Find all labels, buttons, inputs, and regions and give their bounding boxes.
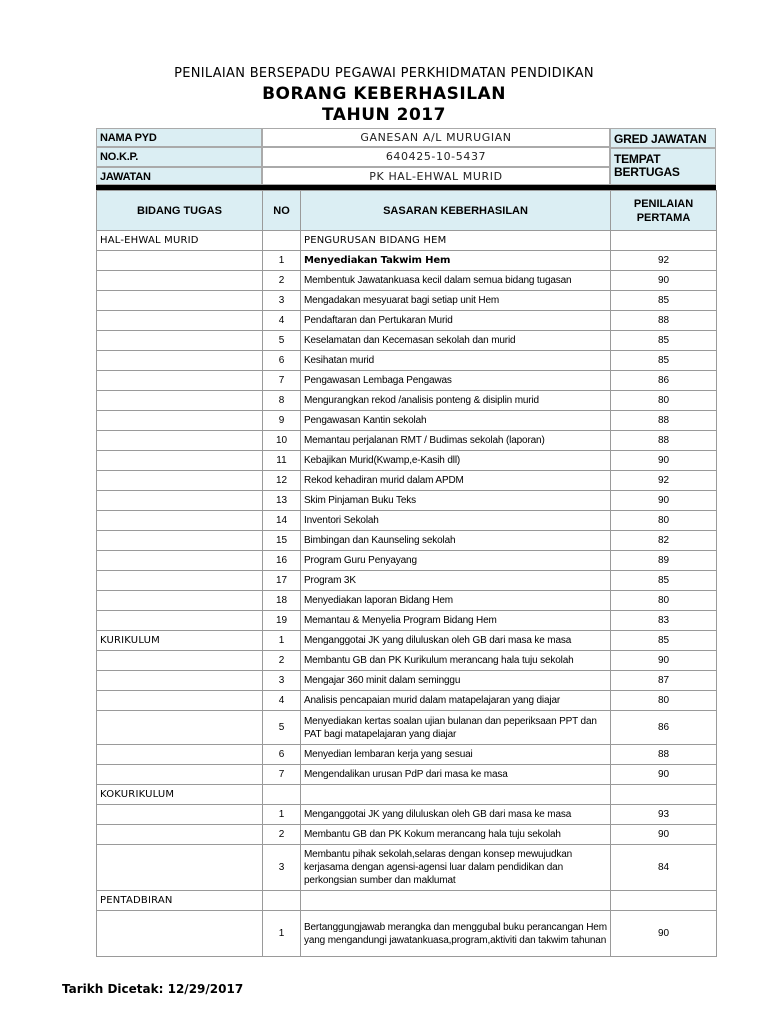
cell-no: 10 xyxy=(263,431,301,451)
cell-sasaran: Inventori Sekolah xyxy=(301,511,611,531)
cell-penilaian: 83 xyxy=(611,611,717,631)
cell-no: 2 xyxy=(263,825,301,845)
cell-sasaran: Bimbingan dan Kaunseling sekolah xyxy=(301,531,611,551)
table-row xyxy=(97,411,717,431)
table-row xyxy=(97,251,717,271)
col-sasaran: SASARAN KEBERHASILAN xyxy=(301,191,611,231)
table-row xyxy=(97,571,717,591)
cell-no: 19 xyxy=(263,611,301,631)
cell-bidang-tugas xyxy=(97,845,263,891)
print-date-value: 12/29/2017 xyxy=(167,982,244,996)
cell-bidang-tugas xyxy=(97,671,263,691)
cell-no: 1 xyxy=(263,251,301,271)
cell-no: 6 xyxy=(263,745,301,765)
cell-sasaran: Skim Pinjaman Buku Teks xyxy=(301,491,611,511)
cell-sasaran: Pendaftaran dan Pertukaran Murid xyxy=(301,311,611,331)
cell-penilaian: 87 xyxy=(611,671,717,691)
cell-sasaran: Menyediakan Takwim Hem xyxy=(301,251,611,271)
cell-bidang-tugas xyxy=(97,291,263,311)
cell-penilaian: 86 xyxy=(611,711,717,745)
cell-sasaran: Memantau perjalanan RMT / Budimas sekolah (laporan) xyxy=(301,431,611,451)
cell-sasaran: Pengawasan Lembaga Pengawas xyxy=(301,371,611,391)
cell-bidang-tugas xyxy=(97,431,263,451)
table-row xyxy=(97,765,717,785)
cell-bidang-tugas xyxy=(97,591,263,611)
cell-bidang-tugas xyxy=(97,745,263,765)
jawatan-value: PK HAL-EHWAL MURID xyxy=(262,167,610,185)
cell-no xyxy=(263,891,301,911)
cell-bidang-tugas xyxy=(97,511,263,531)
table-row xyxy=(97,551,717,571)
table-row xyxy=(97,651,717,671)
table-row xyxy=(97,271,717,291)
cell-sasaran: Menyediakan laporan Bidang Hem xyxy=(301,591,611,611)
cell-sasaran: Membantu GB dan PK Kurikulum merancang hala tuju sekolah xyxy=(301,651,611,671)
cell-bidang-tugas xyxy=(97,371,263,391)
table-header-row xyxy=(97,191,717,231)
cell-penilaian: 85 xyxy=(611,291,717,311)
cell-penilaian: 80 xyxy=(611,391,717,411)
cell-no: 13 xyxy=(263,491,301,511)
cell-sasaran: Analisis pencapaian murid dalam matapelajaran yang diajar xyxy=(301,691,611,711)
gred-label: GRED JAWATAN xyxy=(610,128,716,148)
table-row xyxy=(97,431,717,451)
table-row xyxy=(97,371,717,391)
cell-bidang-tugas: PENTADBIRAN xyxy=(97,891,263,911)
cell-penilaian: 85 xyxy=(611,331,717,351)
cell-no: 4 xyxy=(263,691,301,711)
cell-bidang-tugas xyxy=(97,271,263,291)
cell-no: 1 xyxy=(263,805,301,825)
tempat-label: TEMPAT BERTUGAS xyxy=(610,148,716,185)
cell-sasaran: Program 3K xyxy=(301,571,611,591)
table-row xyxy=(97,491,717,511)
col-bidang-tugas: BIDANG TUGAS xyxy=(97,191,263,231)
cell-sasaran: Kesihatan murid xyxy=(301,351,611,371)
cell-bidang-tugas xyxy=(97,571,263,591)
table-row xyxy=(97,531,717,551)
cell-no: 17 xyxy=(263,571,301,591)
cell-no: 12 xyxy=(263,471,301,491)
cell-penilaian: 85 xyxy=(611,571,717,591)
cell-penilaian: 88 xyxy=(611,411,717,431)
cell-penilaian: 90 xyxy=(611,765,717,785)
cell-bidang-tugas xyxy=(97,391,263,411)
form-year: TAHUN 2017 xyxy=(322,105,446,125)
cell-no: 2 xyxy=(263,271,301,291)
nokp-value: 640425-10-5437 xyxy=(262,147,610,167)
cell-penilaian: 89 xyxy=(611,551,717,571)
cell-penilaian: 86 xyxy=(611,371,717,391)
cell-penilaian: 90 xyxy=(611,651,717,671)
table-row xyxy=(97,511,717,531)
cell-sasaran: Menganggotai JK yang diluluskan oleh GB dari masa ke masa xyxy=(301,631,611,651)
cell-bidang-tugas xyxy=(97,311,263,331)
cell-no: 1 xyxy=(263,631,301,651)
table-row xyxy=(97,745,717,765)
cell-sasaran: Menganggotai JK yang diluluskan oleh GB dari masa ke masa xyxy=(301,805,611,825)
jawatan-label: JAWATAN xyxy=(96,167,262,185)
cell-no xyxy=(263,231,301,251)
cell-sasaran: Membentuk Jawatankuasa kecil dalam semua bidang tugasan xyxy=(301,271,611,291)
col-no: NO xyxy=(263,191,301,231)
cell-penilaian: 88 xyxy=(611,745,717,765)
cell-penilaian: 90 xyxy=(611,271,717,291)
table-row xyxy=(97,825,717,845)
cell-no xyxy=(263,785,301,805)
cell-penilaian: 85 xyxy=(611,631,717,651)
cell-sasaran: Mengadakan mesyuarat bagi setiap unit Hem xyxy=(301,291,611,311)
table-row xyxy=(97,631,717,651)
cell-bidang-tugas xyxy=(97,691,263,711)
cell-bidang-tugas: HAL-EHWAL MURID xyxy=(97,231,263,251)
cell-no: 18 xyxy=(263,591,301,611)
table-row xyxy=(97,805,717,825)
cell-bidang-tugas xyxy=(97,331,263,351)
print-date xyxy=(62,982,243,996)
cell-bidang-tugas xyxy=(97,251,263,271)
cell-no: 7 xyxy=(263,371,301,391)
cell-penilaian: 85 xyxy=(611,351,717,371)
cell-penilaian xyxy=(611,785,717,805)
table-row xyxy=(97,845,717,891)
cell-sasaran: Menyedian lembaran kerja yang sesuai xyxy=(301,745,611,765)
cell-sasaran: Memantau & Menyelia Program Bidang Hem xyxy=(301,611,611,631)
cell-penilaian: 90 xyxy=(611,911,717,957)
cell-no: 5 xyxy=(263,711,301,745)
cell-bidang-tugas xyxy=(97,351,263,371)
cell-no: 7 xyxy=(263,765,301,785)
cell-sasaran: PENGURUSAN BIDANG HEM xyxy=(301,231,611,251)
cell-bidang-tugas xyxy=(97,491,263,511)
table-row xyxy=(97,351,717,371)
nama-value: GANESAN A/L MURUGIAN xyxy=(262,128,610,147)
cell-sasaran: Menyediakan kertas soalan ujian bulanan dan peperiksaan PPT dan PAT bagi matapelajaran yang diajar xyxy=(301,711,611,745)
cell-sasaran: Membantu pihak sekolah,selaras dengan konsep mewujudkan kerjasama dengan agensi-agensi luar dalam pendidikan dan perkongsian sumber dan maklumat xyxy=(301,845,611,891)
cell-penilaian: 90 xyxy=(611,491,717,511)
cell-sasaran: Mengurangkan rekod /analisis ponteng & disiplin murid xyxy=(301,391,611,411)
cell-bidang-tugas xyxy=(97,471,263,491)
form-title: BORANG KEBERHASILAN xyxy=(262,84,506,104)
cell-bidang-tugas xyxy=(97,711,263,745)
cell-penilaian: 80 xyxy=(611,691,717,711)
cell-penilaian: 88 xyxy=(611,431,717,451)
table-row xyxy=(97,711,717,745)
table-row xyxy=(97,671,717,691)
cell-penilaian: 88 xyxy=(611,311,717,331)
cell-bidang-tugas: KOKURIKULUM xyxy=(97,785,263,805)
cell-penilaian: 90 xyxy=(611,825,717,845)
cell-bidang-tugas xyxy=(97,765,263,785)
cell-penilaian xyxy=(611,891,717,911)
cell-sasaran: Kebajikan Murid(Kwamp,e-Kasih dll) xyxy=(301,451,611,471)
table-row xyxy=(97,471,717,491)
evaluation-table xyxy=(96,190,717,957)
cell-no: 3 xyxy=(263,291,301,311)
cell-sasaran: Pengawasan Kantin sekolah xyxy=(301,411,611,431)
nokp-label: NO.K.P. xyxy=(96,147,262,167)
cell-penilaian: 80 xyxy=(611,591,717,611)
table-row xyxy=(97,451,717,471)
table-row xyxy=(97,891,717,911)
table-row xyxy=(97,591,717,611)
cell-no: 1 xyxy=(263,911,301,957)
cell-sasaran: Mengajar 360 minit dalam seminggu xyxy=(301,671,611,691)
document-heading: PENILAIAN BERSEPADU PEGAWAI PERKHIDMATAN PENDIDIKAN xyxy=(174,66,594,81)
cell-penilaian: 90 xyxy=(611,451,717,471)
cell-no: 5 xyxy=(263,331,301,351)
cell-sasaran: Program Guru Penyayang xyxy=(301,551,611,571)
cell-no: 14 xyxy=(263,511,301,531)
cell-bidang-tugas xyxy=(97,825,263,845)
cell-bidang-tugas xyxy=(97,531,263,551)
cell-sasaran: Rekod kehadiran murid dalam APDM xyxy=(301,471,611,491)
table-row xyxy=(97,691,717,711)
cell-bidang-tugas xyxy=(97,551,263,571)
table-row xyxy=(97,231,717,251)
table-row xyxy=(97,391,717,411)
cell-no: 15 xyxy=(263,531,301,551)
cell-penilaian: 93 xyxy=(611,805,717,825)
cell-no: 3 xyxy=(263,671,301,691)
col-penilaian: PENILAIAN PERTAMA xyxy=(611,191,717,231)
table-row xyxy=(97,911,717,957)
table-row xyxy=(97,331,717,351)
cell-penilaian: 92 xyxy=(611,251,717,271)
nama-label: NAMA PYD xyxy=(96,128,262,147)
cell-sasaran xyxy=(301,891,611,911)
cell-sasaran: Bertanggungjawab merangka dan menggubal buku perancangan Hem yang mengandungi jawatankuasa,program,aktiviti dan takwim tahunan xyxy=(301,911,611,957)
cell-bidang-tugas xyxy=(97,651,263,671)
cell-bidang-tugas xyxy=(97,911,263,957)
cell-bidang-tugas xyxy=(97,805,263,825)
cell-penilaian: 82 xyxy=(611,531,717,551)
cell-sasaran: Mengendalikan urusan PdP dari masa ke masa xyxy=(301,765,611,785)
cell-penilaian: 84 xyxy=(611,845,717,891)
table-row xyxy=(97,785,717,805)
table-row xyxy=(97,311,717,331)
cell-penilaian xyxy=(611,231,717,251)
cell-bidang-tugas xyxy=(97,411,263,431)
cell-sasaran: Keselamatan dan Kecemasan sekolah dan murid xyxy=(301,331,611,351)
cell-no: 8 xyxy=(263,391,301,411)
cell-no: 3 xyxy=(263,845,301,891)
cell-bidang-tugas xyxy=(97,451,263,471)
cell-bidang-tugas: KURIKULUM xyxy=(97,631,263,651)
cell-no: 4 xyxy=(263,311,301,331)
cell-sasaran xyxy=(301,785,611,805)
cell-penilaian: 92 xyxy=(611,471,717,491)
cell-no: 2 xyxy=(263,651,301,671)
table-row xyxy=(97,291,717,311)
cell-penilaian: 80 xyxy=(611,511,717,531)
cell-no: 16 xyxy=(263,551,301,571)
cell-no: 11 xyxy=(263,451,301,471)
cell-sasaran: Membantu GB dan PK Kokum merancang hala tuju sekolah xyxy=(301,825,611,845)
cell-bidang-tugas xyxy=(97,611,263,631)
cell-no: 6 xyxy=(263,351,301,371)
table-row xyxy=(97,611,717,631)
cell-no: 9 xyxy=(263,411,301,431)
print-date-label: Tarikh Dicetak: xyxy=(62,982,164,996)
